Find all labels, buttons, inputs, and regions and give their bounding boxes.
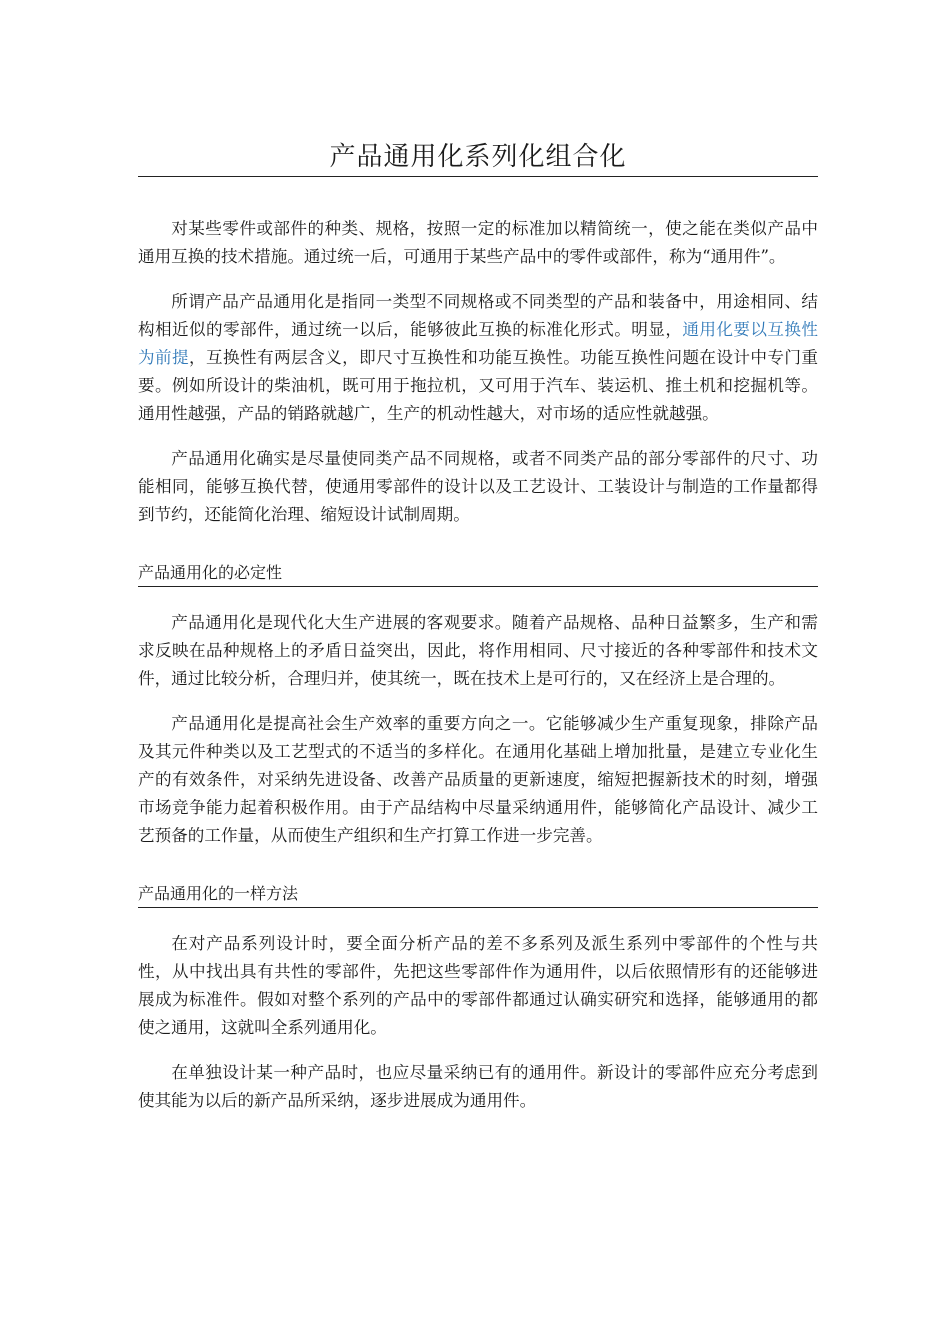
spacer [138,908,818,930]
spacer [138,177,818,215]
section-heading-necessity: 产品通用化的必定性 [138,560,818,587]
interchangeability-link[interactable]: 通用化要以互换性为前提 [138,320,819,367]
section-heading-method: 产品通用化的一样方法 [138,881,818,908]
spacer [138,428,818,445]
intro-paragraph-1: 对某些零件或部件的种类、规格，按照一定的标准加以精简统一，使之能在类似产品中通用互换的技术措施。通过统一后，可通用于某些产品中的零件或部件，称为“通用件”。 [138,219,818,266]
spacer [138,587,818,609]
document-page [138,138,818,1115]
method-paragraph-2: 在单独设计某一种产品时，也应尽量采纳已有的通用件。新设计的零部件应充分考虑到使其能为以后的新产品所采纳，逐步进展成为通用件。 [138,1063,818,1110]
spacer [138,693,818,710]
spacer [138,529,818,560]
document-title: 产品通用化系列化组合化 [138,138,818,177]
spacer [138,1042,818,1059]
necessity-paragraph-2: 产品通用化是提高社会生产效率的重要方向之一。它能够减少生产重复现象，排除产品及其元件种类以及工艺型式的不适当的多样化。在通用化基础上增加批量，是建立专业化生产的有效条件，对采纳先进设备、改善产品质量的更新速度，缩短把握新技术的时刻，增强市场竞争能力起着积极作用。由于产品结构中尽量采纳通用件，能够简化产品设计、减少工艺预备的工作量，从而使生产组织和生产打算工作进一步完善。 [138,714,818,845]
necessity-paragraph-1: 产品通用化是现代化大生产进展的客观要求。随着产品规格、品种日益繁多，生产和需求反映在品种规格上的矛盾日益突出，因此，将作用相同、尺寸接近的各种零部件和技术文件，通过比较分析，合理归并，使其统一，既在技术上是可行的，又在经济上是合理的。 [138,613,818,688]
intro-paragraph-3: 产品通用化确实是尽量使同类产品不同规格，或者不同类产品的部分零部件的尺寸、功能相同，能够互换代替，使通用零部件的设计以及工艺设计、工装设计与制造的工作量都得到节约，还能简化治理、缩短设计试制周期。 [138,449,818,524]
intro-paragraph-2-text-b: ，互换性有两层含义，即尺寸互换性和功能互换性。功能互换性问题在设计中专门重要。例如所设计的柴油机，既可用于拖拉机，又可用于汽车、装运机、推土机和挖掘机等。通用性越强，产品的销路就越广，生产的机动性越大，对市场的适应性就越强。 [138,348,818,423]
spacer [138,850,818,881]
spacer [138,271,818,288]
method-paragraph-1: 在对产品系列设计时，要全面分析产品的差不多系列及派生系列中零部件的个性与共性，从中找出具有共性的零部件，先把这些零部件作为通用件，以后依照情形有的还能够进展成为标准件。假如对整个系列的产品中的零部件都通过认确实研究和选择，能够通用的都使之通用，这就叫全系列通用化。 [138,934,818,1037]
intro-paragraph-2-text-a: 所谓产品产品通用化是指同一类型不同规格或不同类型的产品和装备中，用途相同、结构相近似的零部件，通过统一以后，能够彼此互换的标准化形式。明显， [138,292,818,339]
intro-paragraph-2 [138,288,818,428]
